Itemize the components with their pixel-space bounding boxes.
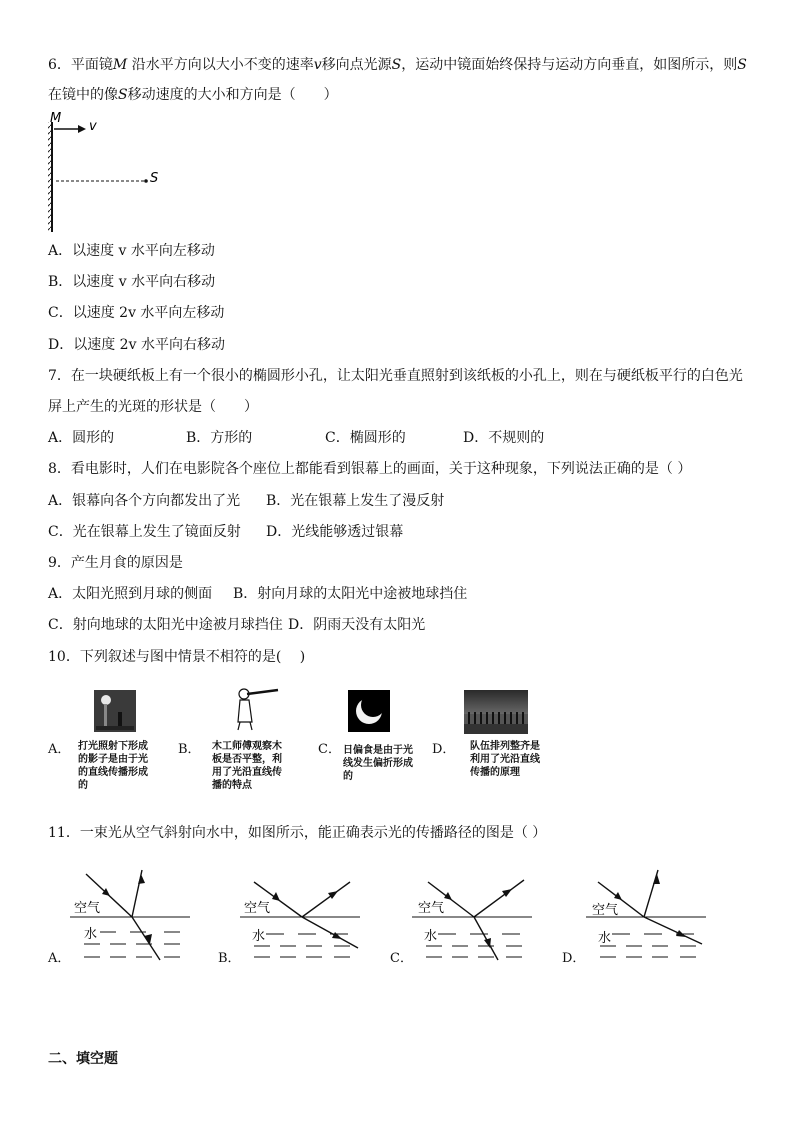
q7-option-b[interactable]: B．方形的 (186, 430, 253, 446)
mirror-label: M (50, 111, 62, 126)
q11-option-d[interactable]: D． (562, 951, 586, 966)
q10-option-b-caption: 木工师傅观察木板是否平整，利用了光沿直线传播的特点 (212, 741, 282, 791)
q11-option-a-diagram (70, 862, 190, 962)
q7-option-a[interactable]: A．圆形的 (48, 430, 115, 446)
q10-option-c-letter[interactable]: C． (318, 742, 341, 757)
q6-line2: 在镜中的像S移动速度的大小和方向是（ ） (48, 87, 338, 103)
q9-line1: 9．产生月食的原因是 (48, 555, 183, 571)
water-label: 水 (598, 931, 612, 946)
source-label: S (150, 171, 159, 186)
street-lamp-shadow-image (94, 690, 136, 732)
q7-option-c[interactable]: C．椭圆形的 (325, 430, 406, 446)
q8-option-d[interactable]: D．光线能够透过银幕 (266, 524, 404, 540)
air-label: 空气 (592, 903, 619, 918)
q8-line1: 8．看电影时，人们在电影院各个座位上都能看到银幕上的画面，关于这种现象，下列说法正确的是（ ） (48, 461, 692, 477)
carpenter-sighting-image (232, 686, 280, 732)
water-label: 水 (424, 929, 438, 944)
q10-option-a-caption: 打光照射下形成的影子是由于光的直线传播形成的 (78, 741, 148, 791)
q6-mirror-figure (44, 108, 174, 236)
q8-option-a[interactable]: A．银幕向各个方向都发出了光 (48, 493, 241, 509)
q11-line1: 11．一束光从空气斜射向水中，如图所示，能正确表示光的传播路径的图是（ ） (48, 825, 547, 841)
q10-line1: 10．下列叙述与图中情景不相符的是( ) (48, 649, 306, 665)
q9-option-b[interactable]: B．射向月球的太阳光中途被地球挡住 (233, 586, 468, 602)
q8-option-c[interactable]: C．光在银幕上发生了镜面反射 (48, 524, 241, 540)
q11-option-d-diagram (586, 862, 706, 962)
q10-option-c-caption: 日偏食是由于光线发生偏折形成的 (343, 745, 413, 782)
q9-option-a[interactable]: A．太阳光照到月球的侧面 (48, 586, 213, 602)
q9-option-c[interactable]: C．射向地球的太阳光中途被月球挡住 (48, 617, 283, 633)
q10-option-a-letter[interactable]: A． (48, 742, 71, 757)
water-label: 水 (84, 927, 98, 942)
q10-option-b-letter[interactable]: B． (178, 742, 201, 757)
q11-option-b[interactable]: B． (218, 951, 241, 966)
q6-option-c[interactable]: C．以速度 2v 水平向左移动 (48, 305, 225, 321)
q8-option-b[interactable]: B．光在银幕上发生了漫反射 (266, 493, 445, 509)
section-fill-in-blank-heading: 二、填空题 (48, 1051, 118, 1067)
q7-line2: 屏上产生的光斑的形状是（ ） (48, 399, 258, 415)
troops-formation-image (464, 690, 528, 734)
q10-option-d-letter[interactable]: D． (432, 742, 456, 757)
air-label: 空气 (418, 901, 445, 916)
partial-solar-eclipse-image (348, 690, 390, 732)
q7-line1: 7．在一块硬纸板上有一个很小的椭圆形小孔，让太阳光垂直照射到该纸板的小孔上，则在与硬纸板平行的白色光 (48, 368, 743, 384)
q11-option-a[interactable]: A． (48, 951, 71, 966)
q6-line1: 6．平面镜M 沿水平方向以大小不变的速率v移向点光源S，运动中镜面始终保持与运动方向垂直，如图所示，则S (48, 57, 747, 73)
q11-option-b-diagram (240, 862, 360, 962)
q9-option-d[interactable]: D．阴雨天没有太阳光 (288, 617, 426, 633)
air-label: 空气 (74, 901, 101, 916)
q11-option-c-diagram (412, 862, 532, 962)
q10-option-d-caption: 队伍排列整齐是利用了光沿直线传播的原理 (470, 741, 540, 778)
velocity-label: v (89, 119, 97, 134)
air-label: 空气 (244, 901, 271, 916)
q6-option-a[interactable]: A．以速度 v 水平向左移动 (48, 243, 215, 259)
q7-option-d[interactable]: D．不规则的 (463, 430, 545, 446)
q6-option-b[interactable]: B．以速度 v 水平向右移动 (48, 274, 216, 290)
q11-option-c[interactable]: C． (390, 951, 413, 966)
q6-option-d[interactable]: D．以速度 2v 水平向右移动 (48, 337, 225, 353)
water-label: 水 (252, 929, 266, 944)
